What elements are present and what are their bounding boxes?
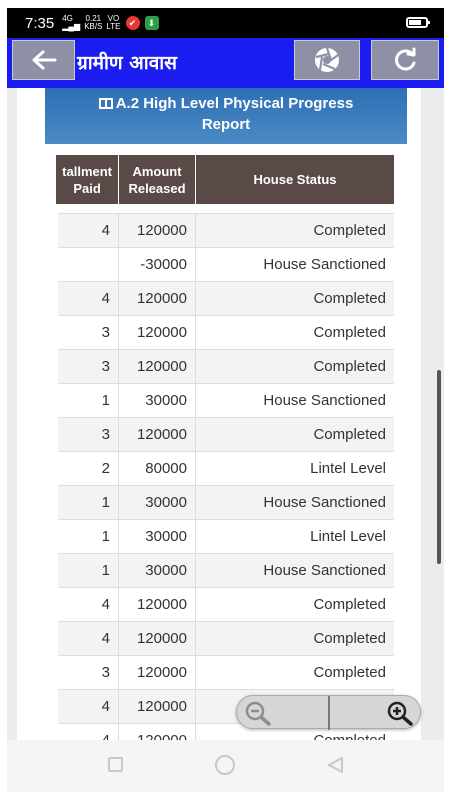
cell-installment: 3	[58, 418, 119, 451]
table-row	[58, 451, 394, 485]
content-area[interactable]	[7, 88, 444, 740]
cell-installment: 1	[58, 384, 119, 417]
cell-amount: 120000	[119, 316, 196, 349]
cell-installment: 2	[58, 452, 119, 485]
app-title: ग्रामीण आवास	[77, 52, 178, 74]
cell-installment: 1	[58, 554, 119, 587]
triangle-back-icon[interactable]	[325, 755, 345, 775]
cell-amount: 120000	[119, 214, 196, 247]
cell-status: Completed	[313, 358, 386, 375]
volte-label: VO	[107, 14, 120, 23]
cell-amount: 30000	[119, 520, 196, 553]
cell-amount: -30000	[119, 248, 196, 281]
header-status[interactable]: House Status	[196, 155, 394, 204]
cell-installment: 4	[58, 690, 119, 723]
cell-installment: 4	[58, 588, 119, 621]
system-nav-bar	[7, 740, 444, 792]
cell-status: Completed	[313, 596, 386, 613]
data-speed: 0.21	[85, 14, 102, 23]
cell-amount: 30000	[119, 486, 196, 519]
cell-status: Completed	[313, 290, 386, 307]
cell-installment: 1	[58, 486, 119, 519]
cell-installment: 4	[58, 622, 119, 655]
notification-v-icon: ✔	[126, 16, 140, 30]
refresh-icon	[391, 46, 419, 74]
table-row	[58, 349, 394, 383]
data-speed-unit: KB/S	[84, 22, 103, 31]
cell-status: Completed	[313, 324, 386, 341]
cell-amount: 120000	[119, 588, 196, 621]
network-type: 4G	[62, 14, 73, 23]
table-row	[58, 213, 394, 247]
cell-status: Completed	[313, 426, 386, 443]
report-title-line2: Report	[201, 116, 251, 133]
cell-installment: 4	[58, 214, 119, 247]
battery-icon	[406, 17, 428, 28]
zoom-divider	[328, 696, 330, 730]
zoom-in-icon[interactable]	[385, 700, 415, 726]
table-row	[58, 519, 394, 553]
aperture-icon	[312, 45, 342, 75]
header-amount[interactable]	[119, 155, 196, 204]
table-row	[58, 621, 394, 655]
scrollbar-thumb[interactable]	[437, 370, 441, 564]
header-amount-line1: Amount	[132, 163, 182, 179]
table-row	[58, 417, 394, 451]
table-header	[56, 155, 394, 204]
cell-amount: 30000	[119, 384, 196, 417]
app-bar	[7, 38, 444, 88]
cell-amount: 80000	[119, 452, 196, 485]
circle-icon[interactable]	[215, 755, 235, 775]
signal-icon: ▂▄▆	[62, 22, 81, 31]
table-row	[58, 553, 394, 587]
cell-installment: 3	[58, 656, 119, 689]
cell-status: Completed	[313, 222, 386, 239]
cell-amount: 120000	[119, 282, 196, 315]
table-row	[58, 587, 394, 621]
cell-installment: 1	[58, 520, 119, 553]
cell-installment: 3	[58, 316, 119, 349]
table-row	[58, 383, 394, 417]
lte-label: LTE	[106, 22, 121, 31]
cell-status: Completed	[313, 630, 386, 647]
table-icon	[99, 98, 113, 109]
status-bar	[7, 8, 444, 38]
arrow-left-icon	[31, 49, 57, 71]
table-row	[58, 485, 394, 519]
table-row	[58, 655, 394, 689]
back-button[interactable]	[12, 40, 75, 80]
table-row	[58, 315, 394, 349]
cell-installment	[58, 248, 119, 281]
cell-status: House Sanctioned	[263, 494, 386, 511]
table-body	[58, 213, 394, 757]
square-icon[interactable]	[108, 757, 123, 772]
table-row	[58, 247, 394, 281]
header-amount-line2: Released	[128, 180, 186, 196]
network-indicator	[62, 15, 120, 31]
cell-status: Completed	[313, 664, 386, 681]
cell-status: Lintel Level	[310, 460, 386, 477]
report-title-line1: A.2 High Level Physical Progress	[115, 95, 354, 112]
table-row	[58, 281, 394, 315]
aperture-button[interactable]	[294, 40, 360, 80]
header-installment[interactable]	[56, 155, 119, 204]
cell-amount: 120000	[119, 656, 196, 689]
report-header	[45, 88, 407, 144]
cell-installment: 4	[58, 282, 119, 315]
refresh-button[interactable]	[371, 40, 439, 80]
header-installment-line2: Paid	[73, 180, 101, 196]
cell-amount: 120000	[119, 690, 196, 723]
cell-status: Lintel Level	[310, 528, 386, 545]
zoom-control	[236, 695, 421, 729]
header-installment-line1: tallment	[62, 163, 112, 179]
cell-status: House Sanctioned	[263, 392, 386, 409]
cell-amount: 120000	[119, 418, 196, 451]
cell-status: House Sanctioned	[263, 256, 386, 273]
cell-installment: 3	[58, 350, 119, 383]
cell-status: House Sanctioned	[263, 562, 386, 579]
cell-amount: 120000	[119, 350, 196, 383]
status-time: 7:35	[25, 14, 55, 32]
download-icon: ⬇	[145, 16, 159, 30]
zoom-out-icon[interactable]	[243, 700, 273, 726]
cell-amount: 120000	[119, 622, 196, 655]
cell-amount: 30000	[119, 554, 196, 587]
